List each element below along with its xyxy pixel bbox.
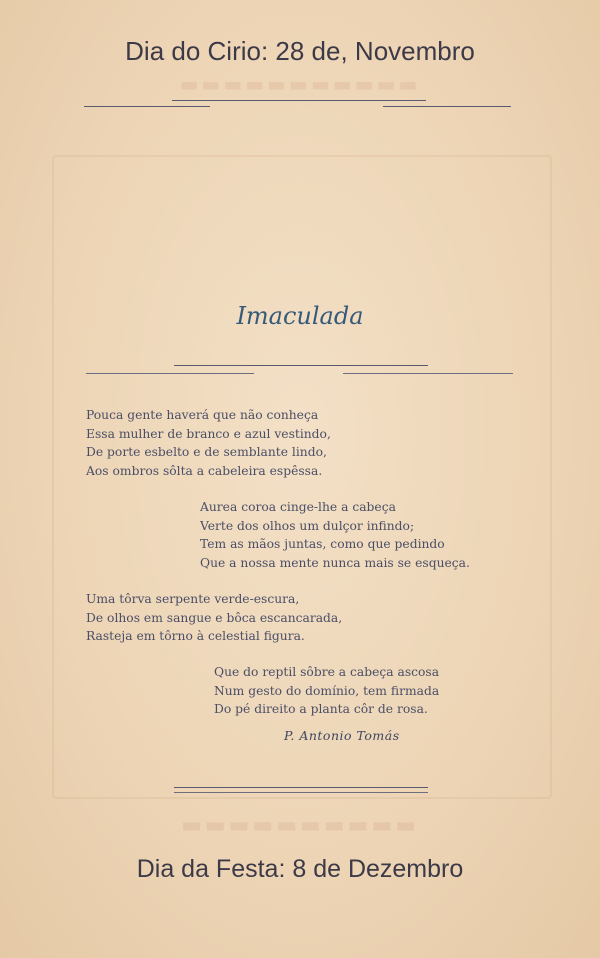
poem-line: Que a nossa mente nunca mais se esqueça.: [200, 555, 470, 570]
footer-rule-center-double: [174, 792, 428, 793]
poem-line: Rasteja em tôrno à celestial figura.: [86, 629, 305, 644]
header-rule-left: [84, 106, 210, 107]
poem-line: Essa mulher de branco e azul vestindo,: [86, 426, 331, 441]
poem-line: Do pé direito a planta côr de rosa.: [214, 702, 428, 717]
header-title: Dia do Cirio: 28 de, Novembro: [125, 36, 475, 66]
poem-line: Aurea coroa cinge-lhe a cabeça: [200, 500, 396, 514]
poem-author: P. Antonio Tomás: [284, 728, 400, 743]
stanza-1: [86, 406, 331, 480]
header-rule-center: [172, 100, 426, 101]
show-through-text-top: ▬▬▬▬▬▬▬▬▬▬▬: [179, 72, 421, 96]
title-rule-left: [86, 373, 254, 374]
stanza-3: [86, 590, 342, 646]
poem-title: Imaculada: [236, 302, 364, 330]
poem-line: De olhos em sangue e bôca escancarada,: [86, 610, 343, 625]
title-rule-right: [343, 373, 513, 374]
poem-line: Verte dos olhos um dulçor infindo;: [200, 518, 415, 533]
poem-line: Pouca gente haverá que não conheça: [86, 408, 319, 422]
poem-line: Uma tôrva serpente verde-escura,: [86, 592, 300, 606]
header-rule-right: [383, 106, 511, 107]
stanza-2: [200, 498, 470, 572]
footer-rule-center: [174, 787, 428, 788]
poem-line: Que do reptil sôbre a cabeça ascosa: [214, 665, 440, 679]
poem-line: De porte esbelto e de semblante lindo,: [86, 445, 327, 460]
poem-line: Aos ombros sôlta a cabeleira espêssa.: [86, 463, 323, 478]
title-rule-center: [174, 365, 428, 366]
show-through-text-bottom: ▬▬▬▬▬▬▬▬▬▬: [181, 812, 419, 838]
stanza-4: [214, 663, 439, 719]
footer-title: Dia da Festa: 8 de Dezembro: [136, 855, 464, 883]
poem-line: Num gesto do domínio, tem firmada: [214, 683, 440, 698]
poem-line: Tem as mãos juntas, como que pedindo: [200, 537, 445, 552]
